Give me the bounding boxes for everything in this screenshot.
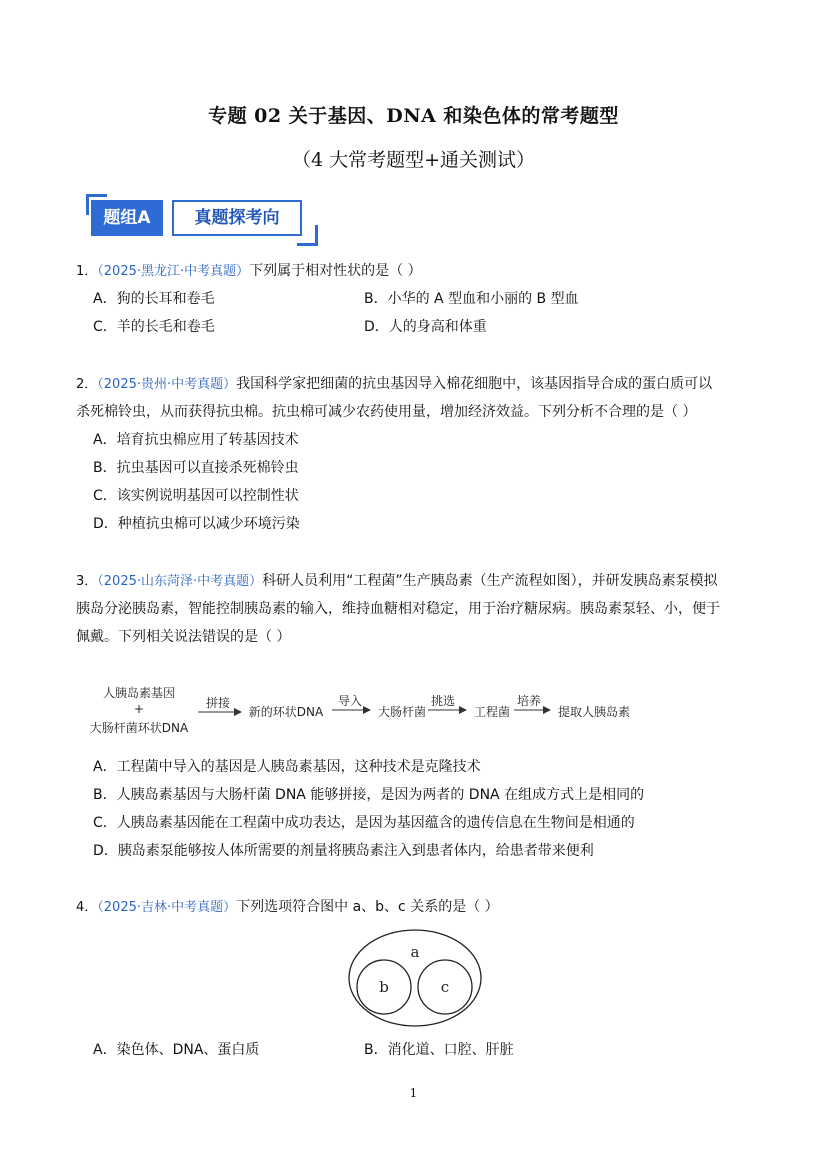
flow-plus: +	[133, 702, 145, 716]
section-badge	[86, 194, 318, 246]
question-4-stem	[76, 893, 499, 922]
question-text: 下列选项符合图中 a、b、c 关系的是（ ）	[236, 899, 499, 915]
option-b: B．人胰岛素基因与大肠杆菌 DNA 能够拼接，是因为两者的 DNA 在组成方式上是相同的	[93, 787, 645, 803]
question-2-stem	[76, 370, 712, 399]
flow-node-extract: 提取人胰岛素	[557, 705, 631, 719]
option-a: A．培育抗虫棉应用了转基因技术	[93, 432, 299, 448]
option-a: A．狗的长耳和卷毛	[93, 291, 215, 307]
question-number: 4．	[76, 900, 98, 915]
question-number: 2．	[76, 377, 98, 392]
label-c: c	[440, 978, 450, 996]
flow-input-gene: 人胰岛素基因	[102, 686, 176, 700]
option-b: B．小华的 A 型血和小丽的 B 型血	[364, 291, 579, 307]
question-number: 3．	[76, 574, 98, 589]
question-text: 下列属于相对性状的是（ ）	[249, 263, 422, 279]
question-text: 我国科学家把细菌的抗虫基因导入棉花细胞中，该基因指导合成的蛋白质可以	[236, 376, 713, 392]
label-a: a	[410, 943, 420, 961]
option-d: D．胰岛素泵能够按人体所需要的剂量将胰岛素注入到患者体内，给患者带来便利	[93, 843, 594, 859]
badge-group-label: 题组A	[91, 200, 163, 236]
option-a: A．染色体、DNA、蛋白质	[93, 1042, 260, 1058]
question-3-stem	[76, 567, 718, 596]
option-d: D．人的身高和体重	[364, 319, 487, 335]
production-flow-diagram	[86, 680, 646, 744]
question-text: 科研人员利用“工程菌”生产胰岛素（生产流程如图），并研发胰岛素泵模拟	[262, 573, 718, 589]
question-source: （2025·吉林·中考真题）	[97, 900, 237, 915]
question-source: （2025·山东菏泽·中考真题）	[97, 574, 263, 589]
badge-section-label: 真题探考向	[172, 200, 302, 236]
option-c: C．该实例说明基因可以控制性状	[93, 488, 299, 504]
option-c: C．人胰岛素基因能在工程菌中成功表达，是因为基因蕴含的遗传信息在生物间是相通的	[93, 815, 635, 831]
question-3-stem-cont: 胰岛分泌胰岛素，智能控制胰岛素的输入，维持血糖相对稳定，用于治疗糖尿病。胰岛素泵轻、小，便于	[76, 601, 720, 617]
question-source: （2025·贵州·中考真题）	[97, 377, 237, 392]
page-title: 专题 02 关于基因、DNA 和染色体的常考题型	[208, 105, 619, 127]
flow-node-new-dna: 新的环状DNA	[248, 705, 324, 719]
option-a: A．工程菌中导入的基因是人胰岛素基因，这种技术是克隆技术	[93, 759, 481, 775]
flow-node-engineered: 工程菌	[473, 705, 511, 719]
question-number: 1．	[76, 264, 98, 279]
page-subtitle: （4 大常考题型+通关测试）	[291, 149, 536, 171]
option-b: B．抗虫基因可以直接杀死棉铃虫	[93, 460, 299, 476]
flow-input-dna: 大肠杆菌环状DNA	[89, 721, 189, 735]
set-relationship-diagram	[344, 926, 486, 1030]
flow-step-import: 导入	[337, 694, 363, 708]
option-b: B．消化道、口腔、肝脏	[364, 1042, 514, 1058]
question-source: （2025·黑龙江·中考真题）	[97, 264, 250, 279]
flow-node-ecoli: 大肠杆菌	[377, 705, 427, 719]
option-c: C．羊的长毛和卷毛	[93, 319, 215, 335]
question-2-stem-cont: 杀死棉铃虫，从而获得抗虫棉。抗虫棉可减少农药使用量，增加经济效益。下列分析不合理的是（ ）	[76, 404, 697, 420]
question-1-stem	[76, 257, 422, 286]
page-number: 1	[409, 1086, 418, 1100]
flow-step-select: 挑选	[430, 694, 456, 708]
flow-step-splice: 拼接	[205, 696, 231, 710]
flow-step-culture: 培养	[516, 694, 542, 708]
question-3-stem-cont: 佩戴。下列相关说法错误的是（ ）	[76, 629, 291, 645]
label-b: b	[379, 978, 389, 996]
option-d: D．种植抗虫棉可以减少环境污染	[93, 516, 300, 532]
